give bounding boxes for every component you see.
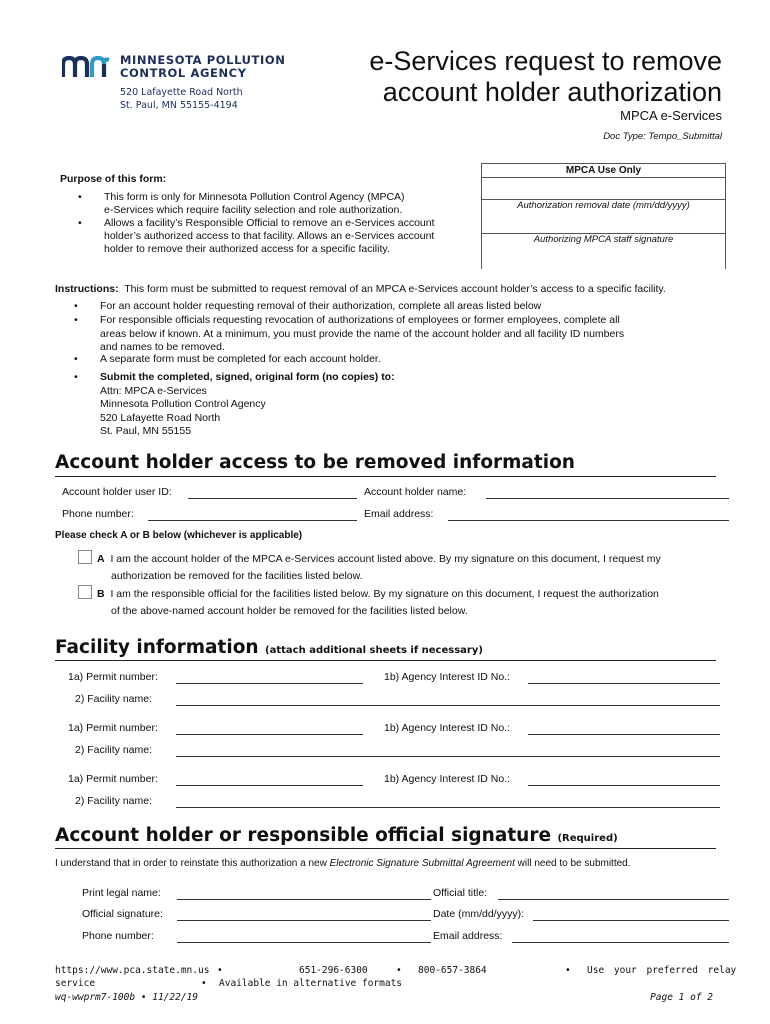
account-name-field[interactable] bbox=[486, 498, 729, 499]
instruction-bullet: • A separate form must be completed for each account holder. bbox=[74, 353, 381, 365]
account-phone-field[interactable] bbox=[148, 520, 357, 521]
permit-number-field[interactable] bbox=[176, 683, 363, 684]
account-name-label: Account holder name: bbox=[364, 486, 467, 498]
authorizing-staff-signature-label: Authorizing MPCA staff signature bbox=[533, 234, 674, 245]
footer-doc-id: wq-wwprm7-100b • 11/22/19 bbox=[55, 992, 198, 1003]
permit-number-field[interactable] bbox=[176, 785, 363, 786]
facility-name-label: 2) Facility name: bbox=[75, 744, 153, 756]
purpose-bullet: • Allows a facility’s Responsible Official to remove an e-Services account holder’s authorized access to that facility. Allows an e-Services account holder to remove their authorized access for a specific facility. bbox=[78, 217, 435, 255]
submit-heading: Submit the completed, signed, original form (no copies) to: bbox=[100, 371, 395, 383]
footer-bullet: • bbox=[201, 978, 207, 989]
mpca-use-only-box bbox=[481, 163, 726, 269]
check-prompt: Please check A or B below (whichever is applicable) bbox=[55, 530, 303, 541]
authorization-removal-date-label: Authorization removal date (mm/dd/yyyy) bbox=[517, 200, 690, 211]
reinstate-statement: I understand that in order to reinstate this authorization a new Electronic Signature Submittal Agreement will need to be submitted. bbox=[55, 858, 631, 869]
agency-interest-id-label: 1b) Agency Interest ID No.: bbox=[384, 671, 511, 683]
signature-date-label: Date (mm/dd/yyyy): bbox=[433, 908, 525, 920]
facility-name-label: 2) Facility name: bbox=[75, 795, 153, 807]
facility-name-label: 2) Facility name: bbox=[75, 693, 153, 705]
account-section-heading: Account holder access to be removed information bbox=[55, 452, 575, 473]
footer-phone-2: 800-657-3864 bbox=[418, 965, 487, 976]
print-name-field[interactable] bbox=[177, 899, 431, 900]
print-name-label: Print legal name: bbox=[82, 887, 161, 899]
option-b-text: B I am the responsible official for the facilities listed below. By my signature on this document, I request the authorization of the above-named account holder be removed for the facilities listed below. bbox=[97, 588, 659, 617]
footer-bullet: • bbox=[396, 965, 402, 976]
footer-alt-formats: Available in alternative formats bbox=[219, 978, 403, 989]
agency-interest-id-label: 1b) Agency Interest ID No.: bbox=[384, 722, 511, 734]
footer-phone-1: 651-296-6300 bbox=[299, 965, 368, 976]
agency-interest-id-field[interactable] bbox=[528, 734, 720, 735]
agency-interest-id-field[interactable] bbox=[528, 683, 720, 684]
signature-email-label: Email address: bbox=[433, 930, 503, 942]
instructions-text: Instructions: This form must be submitted to request removal of an MPCA e-Services account holder’s access to a specific facility. bbox=[55, 283, 666, 295]
instruction-bullet: • For an account holder requesting removal of their authorization, complete all areas listed below bbox=[74, 300, 542, 312]
signature-email-field[interactable] bbox=[512, 942, 729, 943]
agency-interest-id-field[interactable] bbox=[528, 785, 720, 786]
facility-section-heading: Facility information (attach additional sheets if necessary) bbox=[55, 637, 483, 658]
permit-number-field[interactable] bbox=[176, 734, 363, 735]
instruction-bullet: • For responsible officials requesting revocation of authorizations of employees or former employees, complete all areas below if known. At a minimum, you must provide the name of the account holder and all facility ID numbers and names to be removed. bbox=[74, 314, 625, 353]
footer-relay-line2: service bbox=[55, 978, 96, 989]
official-title-label: Official title: bbox=[433, 887, 488, 899]
signature-phone-label: Phone number: bbox=[82, 930, 154, 942]
signature-required-note: (Required) bbox=[557, 833, 618, 844]
use-only-heading: MPCA Use Only bbox=[482, 163, 725, 178]
agency-interest-id-label: 1b) Agency Interest ID No.: bbox=[384, 773, 511, 785]
account-user-id-field[interactable] bbox=[188, 498, 357, 499]
logo-address: 520 Lafayette Road North St. Paul, MN 55155-4194 bbox=[120, 87, 243, 111]
signature-section-heading: Account holder or responsible official signature (Required) bbox=[55, 825, 618, 846]
facility-name-field[interactable] bbox=[176, 705, 720, 706]
submit-instructions: • Submit the completed, signed, original form (no copies) to: Attn: MPCA e-Services Minnesota Pollution Control Agency 520 Lafayette Road North St. Paul, MN 55155 bbox=[74, 371, 395, 437]
option-a-checkbox[interactable] bbox=[78, 550, 92, 564]
signature-phone-field[interactable] bbox=[177, 942, 431, 943]
official-signature-label: Official signature: bbox=[82, 908, 163, 920]
footer-page-number: Page 1 of 2 bbox=[650, 992, 713, 1003]
option-a-text: A I am the account holder of the MPCA e-Services account listed above. By my signature on this document, I request my authorization be removed for the facilities listed below. bbox=[97, 553, 661, 582]
facility-name-field[interactable] bbox=[176, 807, 720, 808]
account-phone-label: Phone number: bbox=[62, 508, 134, 520]
account-user-id-label: Account holder user ID: bbox=[62, 486, 172, 498]
permit-number-label: 1a) Permit number: bbox=[68, 671, 158, 683]
account-email-label: Email address: bbox=[364, 508, 434, 520]
logo-agency-name: MINNESOTA POLLUTION CONTROL AGENCY bbox=[120, 53, 286, 80]
permit-number-label: 1a) Permit number: bbox=[68, 773, 158, 785]
footer-bullet: • bbox=[565, 965, 571, 976]
official-signature-field[interactable] bbox=[177, 920, 431, 921]
document-title: e-Services request to remove account holder authorization bbox=[369, 46, 722, 107]
document-type: Doc Type: Tempo_Submittal bbox=[603, 131, 722, 142]
footer-relay-line1: Use your preferred relay bbox=[587, 965, 737, 976]
facility-section-note: (attach additional sheets if necessary) bbox=[265, 645, 483, 656]
footer-bullet: • bbox=[217, 965, 223, 976]
permit-number-label: 1a) Permit number: bbox=[68, 722, 158, 734]
mpca-logo-mark-icon bbox=[62, 56, 114, 78]
footer-url[interactable]: https://www.pca.state.mn.us bbox=[55, 965, 210, 976]
purpose-bullet: • This form is only for Minnesota Pollution Control Agency (MPCA) e-Services which require facility selection and role authorization. bbox=[78, 191, 405, 216]
purpose-heading: Purpose of this form: bbox=[60, 173, 167, 185]
document-subtitle: MPCA e-Services bbox=[620, 108, 722, 123]
mpca-logo bbox=[62, 52, 302, 122]
signature-date-field[interactable] bbox=[533, 920, 729, 921]
facility-name-field[interactable] bbox=[176, 756, 720, 757]
account-email-field[interactable] bbox=[448, 520, 729, 521]
official-title-field[interactable] bbox=[498, 899, 729, 900]
option-b-checkbox[interactable] bbox=[78, 585, 92, 599]
